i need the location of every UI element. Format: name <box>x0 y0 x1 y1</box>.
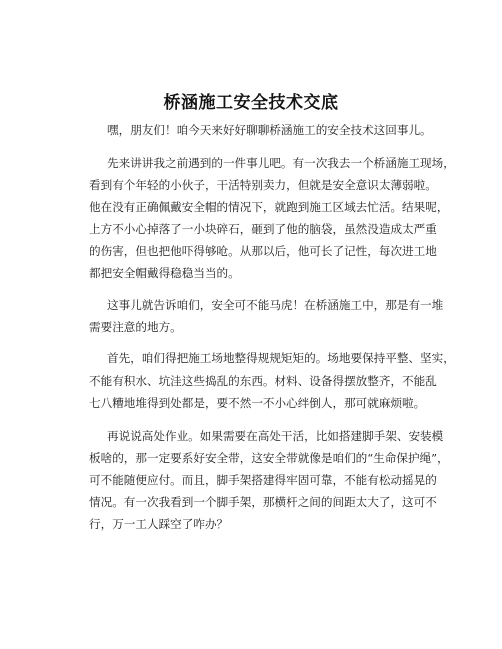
paragraph-2-line-1: 先来讲讲我之前遇到的一件事儿吧。有一次我去一个桥涵施工现场， <box>107 156 455 170</box>
paragraph-2-line-4: 上方不小心掉落了一小块碎石，砸到了他的脑袋，虽然没造成太严重 <box>89 222 437 236</box>
paragraph-1-line-1: 嘿，朋友们！咱今天来好好聊聊桥涵施工的安全技术这回事儿。 <box>107 123 432 137</box>
paragraph-3-line-1: 这事儿就告诉咱们，安全可不能马虎！在桥涵施工中，那是有一堆 <box>107 298 444 312</box>
paragraph-2-line-6: 都把安全帽戴得稳稳当当的。 <box>89 266 240 280</box>
paragraph-2-line-5: 的伤害，但也把他吓得够呛。从那以后，他可长了记性，每次进工地 <box>89 244 437 258</box>
paragraph-5-line-1: 再说说高处作业。如果需要在高处干活，比如搭建脚手架、安装模 <box>107 429 444 443</box>
document-title: 桥涵施工安全技术交底 <box>163 93 339 113</box>
paragraph-3-line-2: 需要注意的地方。 <box>89 320 182 334</box>
paragraph-2-line-3: 他在没有正确佩戴安全帽的情况下，就跑到施工区域去忙活。结果呢， <box>89 200 449 214</box>
paragraph-4-line-1: 首先，咱们得把施工场地整得规规矩矩的。场地要保持平整、坚实， <box>107 351 455 365</box>
paragraph-5-line-4: 情况。有一次我看到一个脚手架，那横杆之间的间距太大了，这可不 <box>89 495 437 509</box>
paragraph-2-line-2: 看到有个年轻的小伙子，干活特别卖力，但就是安全意识太薄弱啦。 <box>89 178 437 192</box>
paragraph-5-line-2: 板啥的，那一定要系好安全带，这安全带就像是咱们的“生命保护绳”， <box>89 451 449 465</box>
paragraph-5-line-5: 行，万一工人踩空了咋办？ <box>89 517 229 531</box>
paragraph-4-line-3: 七八糟地堆得到处都是，要不然一不小心绊倒人，那可就麻烦啦。 <box>89 396 426 410</box>
paragraph-5-line-3: 可不能随便应付。而且，脚手架搭建得牢固可靠，不能有松动摇晃的 <box>89 473 437 487</box>
paragraph-4-line-2: 不能有积水、坑洼这些捣乱的东西。材料、设备得摆放整齐，不能乱 <box>89 374 437 388</box>
